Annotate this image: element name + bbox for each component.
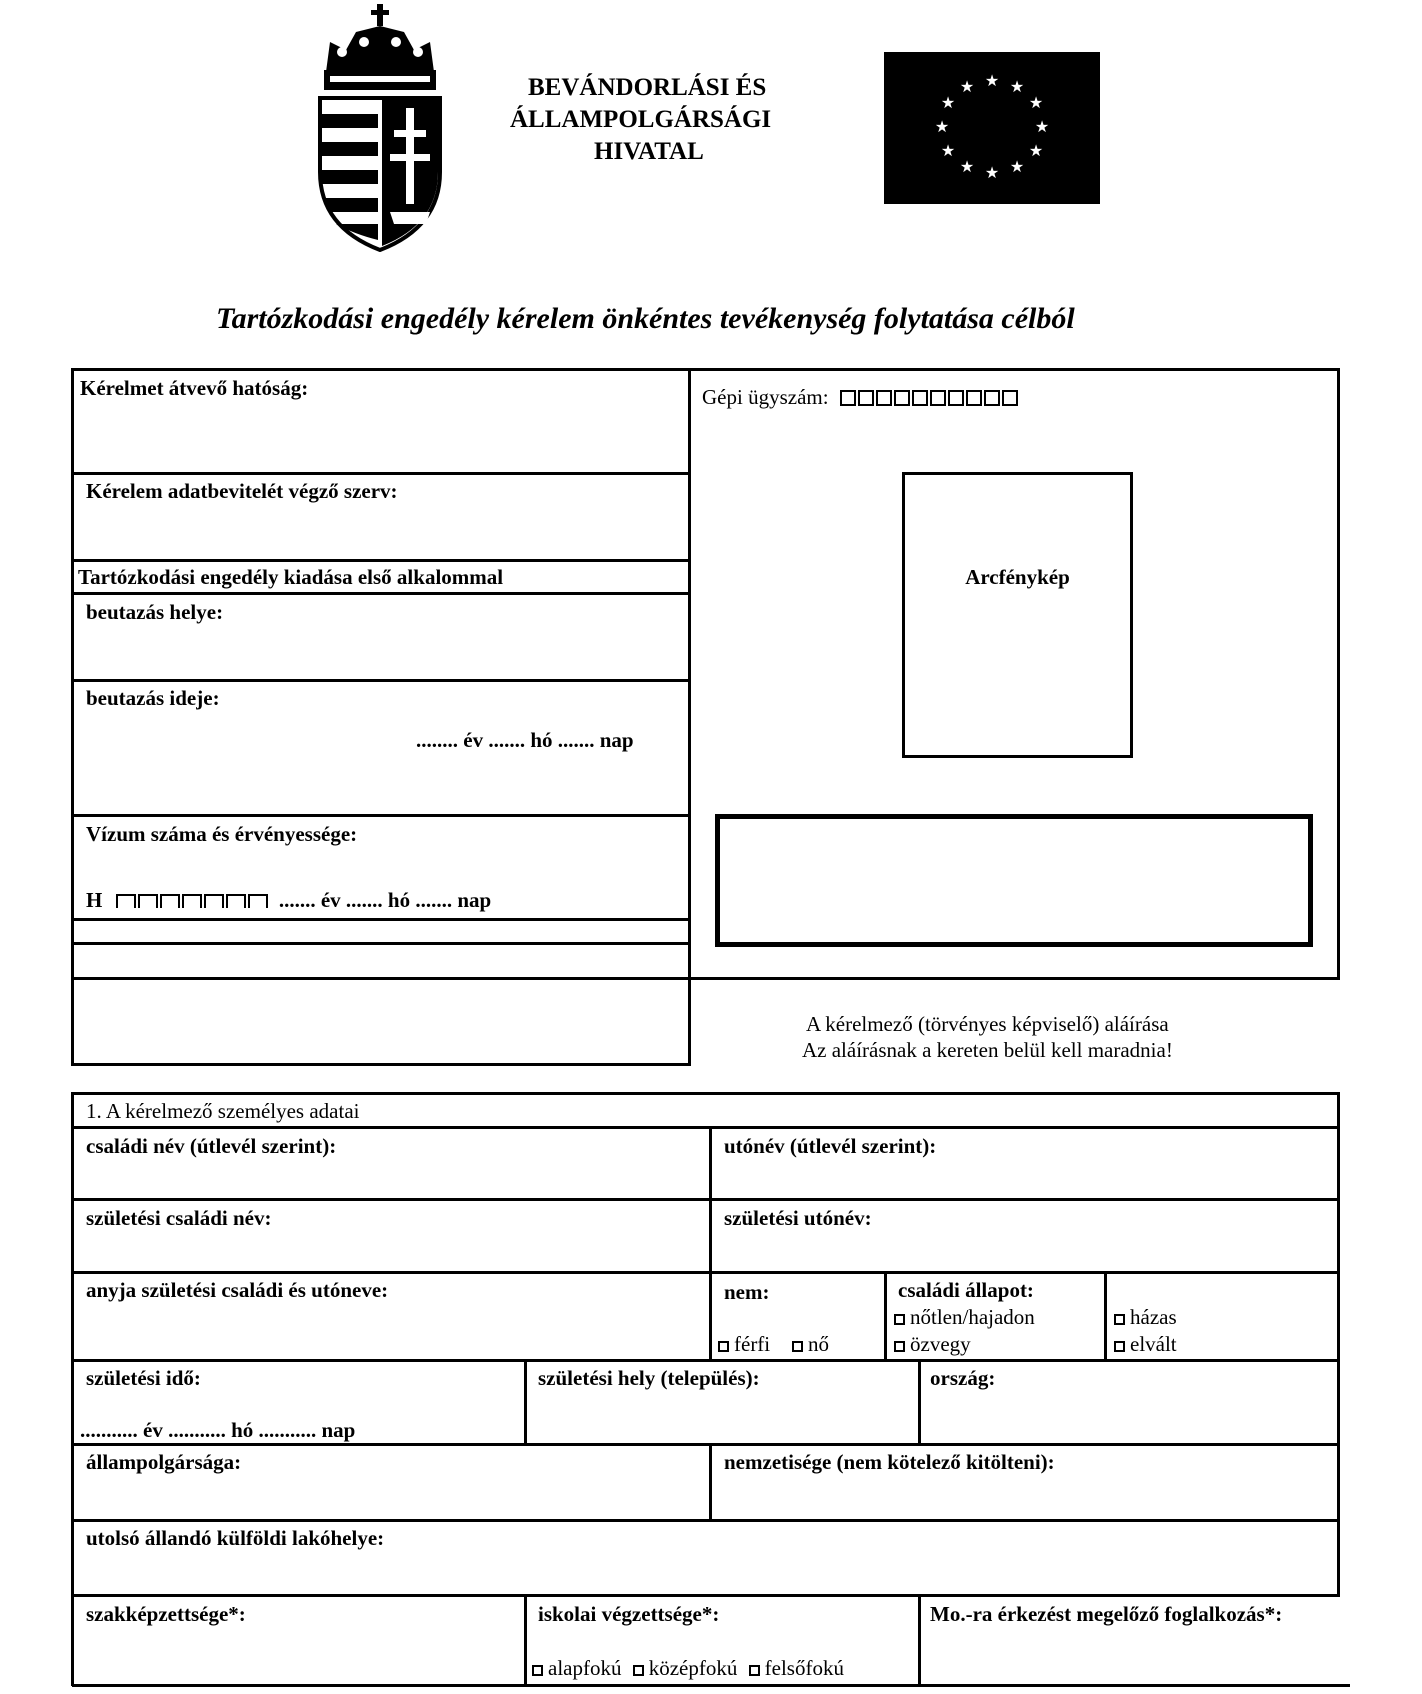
svg-text:★: ★ bbox=[959, 77, 975, 96]
entry-place-field[interactable] bbox=[76, 626, 686, 676]
edu-primary-option[interactable]: alapfokú bbox=[532, 1656, 621, 1680]
sex-male-checkbox[interactable] bbox=[718, 1341, 729, 1352]
country-label: ország: bbox=[930, 1366, 996, 1390]
prior-occupation-field[interactable] bbox=[924, 1628, 1334, 1682]
eu-flag-icon bbox=[884, 52, 1100, 204]
agency-name-line3: HIVATAL bbox=[594, 138, 704, 165]
svg-text:★: ★ bbox=[1009, 157, 1025, 176]
entry-place-label: beutazás helye: bbox=[86, 600, 224, 624]
photo-box[interactable] bbox=[902, 472, 1133, 758]
case-number-row bbox=[702, 385, 1020, 409]
agency-name-line1: BEVÁNDORLÁSI ÉS bbox=[528, 74, 767, 101]
receiving-authority-field[interactable] bbox=[76, 402, 686, 470]
mother-name-field[interactable] bbox=[76, 1304, 706, 1358]
edu-secondary-option[interactable]: középfokú bbox=[633, 1656, 738, 1680]
entry-date-field[interactable]: ........ év ....... hó ....... nap bbox=[416, 728, 634, 752]
nationality-field[interactable] bbox=[714, 1476, 1334, 1518]
svg-text:★: ★ bbox=[1028, 93, 1044, 112]
svg-text:★: ★ bbox=[984, 71, 1000, 90]
data-entry-org-field[interactable] bbox=[76, 506, 686, 556]
svg-text:★: ★ bbox=[1028, 141, 1044, 160]
citizenship-label: állampolgársága: bbox=[86, 1450, 242, 1474]
edu-higher-option[interactable]: felsőfokú bbox=[749, 1656, 844, 1680]
right-border bbox=[1337, 368, 1340, 980]
sex-male-option[interactable]: férfi bbox=[718, 1332, 770, 1356]
case-number-boxes[interactable] bbox=[840, 385, 1020, 409]
birth-given-name-label: születési utónév: bbox=[724, 1206, 872, 1230]
marital-single-option[interactable]: nőtlen/hajadon bbox=[894, 1305, 1035, 1329]
hungarian-coat-of-arms bbox=[316, 2, 446, 252]
svg-text:★: ★ bbox=[1034, 117, 1050, 136]
birth-date-field[interactable]: ........... év ........... hó ........... nap bbox=[80, 1418, 356, 1442]
family-name-label: családi név (útlevél szerint): bbox=[86, 1134, 337, 1158]
top-border bbox=[72, 368, 1340, 371]
data-entry-org-label: Kérelem adatbevitelét végző szerv: bbox=[86, 479, 398, 503]
marital-divorced-option[interactable]: elvált bbox=[1114, 1332, 1177, 1356]
sex-female-checkbox[interactable] bbox=[792, 1341, 803, 1352]
agency-name-line2: ÁLLAMPOLGÁRSÁGI bbox=[510, 106, 772, 133]
edu-secondary-checkbox[interactable] bbox=[633, 1665, 644, 1676]
svg-text:★: ★ bbox=[984, 163, 1000, 182]
svg-text:★: ★ bbox=[959, 157, 975, 176]
signature-caption-line2: Az aláírásnak a kereten belül kell maradnia! bbox=[802, 1038, 1173, 1062]
signature-box[interactable] bbox=[715, 814, 1313, 947]
visa-prefix: H bbox=[86, 888, 103, 912]
marital-widowed-option[interactable]: özvegy bbox=[894, 1332, 971, 1356]
form-title: Tartózkodási engedély kérelem önkéntes tevékenység folytatása célból bbox=[216, 302, 1075, 335]
visa-number-field[interactable] bbox=[86, 888, 491, 912]
prior-occupation-label: Mo.-ra érkezést megelőző foglalkozás*: bbox=[930, 1602, 1283, 1626]
given-name-label: utónév (útlevél szerint): bbox=[724, 1134, 937, 1158]
visa-digit-boxes bbox=[116, 888, 270, 912]
birth-given-name-field[interactable] bbox=[714, 1232, 1334, 1268]
sex-label: nem: bbox=[724, 1280, 770, 1304]
country-field[interactable] bbox=[924, 1392, 1334, 1442]
sex-female-option[interactable]: nő bbox=[792, 1332, 829, 1356]
marital-single-checkbox[interactable] bbox=[894, 1314, 905, 1325]
receiving-authority-label: Kérelmet átvevő hatóság: bbox=[80, 376, 309, 400]
first-issue-heading: Tartózkodási engedély kiadása első alkalommal bbox=[78, 565, 504, 589]
svg-text:★: ★ bbox=[934, 117, 950, 136]
signature-caption-line1: A kérelmező (törvényes képviselő) aláírása bbox=[806, 1012, 1169, 1036]
education-label: iskolai végzettsége*: bbox=[538, 1602, 720, 1626]
mother-name-label: anyja születési családi és utóneve: bbox=[86, 1278, 389, 1302]
edu-primary-checkbox[interactable] bbox=[532, 1665, 543, 1676]
svg-text:★: ★ bbox=[940, 93, 956, 112]
qualification-label: szakképzettsége*: bbox=[86, 1602, 246, 1626]
marital-divorced-checkbox[interactable] bbox=[1114, 1341, 1125, 1352]
citizenship-field[interactable] bbox=[76, 1476, 706, 1518]
edu-higher-checkbox[interactable] bbox=[749, 1665, 760, 1676]
education-options bbox=[532, 1656, 844, 1680]
marital-married-checkbox[interactable] bbox=[1114, 1314, 1125, 1325]
marital-widowed-checkbox[interactable] bbox=[894, 1341, 905, 1352]
case-number-label: Gépi ügyszám: bbox=[702, 385, 829, 409]
visa-validity-date: ....... év ....... hó ....... nap bbox=[278, 888, 492, 912]
photo-section-bottom bbox=[688, 977, 1340, 980]
birth-family-name-field[interactable] bbox=[76, 1232, 706, 1268]
qualification-field[interactable] bbox=[76, 1628, 520, 1682]
family-name-field[interactable] bbox=[76, 1160, 706, 1196]
last-residence-field[interactable] bbox=[76, 1552, 1334, 1592]
nationality-label: nemzetisége (nem kötelező kitölteni): bbox=[724, 1450, 1055, 1474]
marital-married-option[interactable]: házas bbox=[1114, 1305, 1177, 1329]
visa-label: Vízum száma és érvényessége: bbox=[86, 822, 358, 846]
birth-place-field[interactable] bbox=[530, 1392, 914, 1442]
entry-date-label: beutazás ideje: bbox=[86, 686, 220, 710]
section1-title: 1. A kérelmező személyes adatai bbox=[86, 1099, 360, 1123]
svg-text:★: ★ bbox=[1009, 77, 1025, 96]
photo-label: Arcfénykép bbox=[965, 565, 1070, 589]
form-bottom-border bbox=[72, 1684, 1350, 1687]
birth-date-label: születési idő: bbox=[86, 1366, 201, 1390]
svg-text:★: ★ bbox=[940, 141, 956, 160]
birth-place-label: születési hely (település): bbox=[538, 1366, 760, 1390]
birth-family-name-label: születési családi név: bbox=[86, 1206, 272, 1230]
given-name-field[interactable] bbox=[714, 1160, 1334, 1196]
last-residence-label: utolsó állandó külföldi lakóhelye: bbox=[86, 1526, 385, 1550]
marital-status-label: családi állapot: bbox=[898, 1278, 1034, 1302]
